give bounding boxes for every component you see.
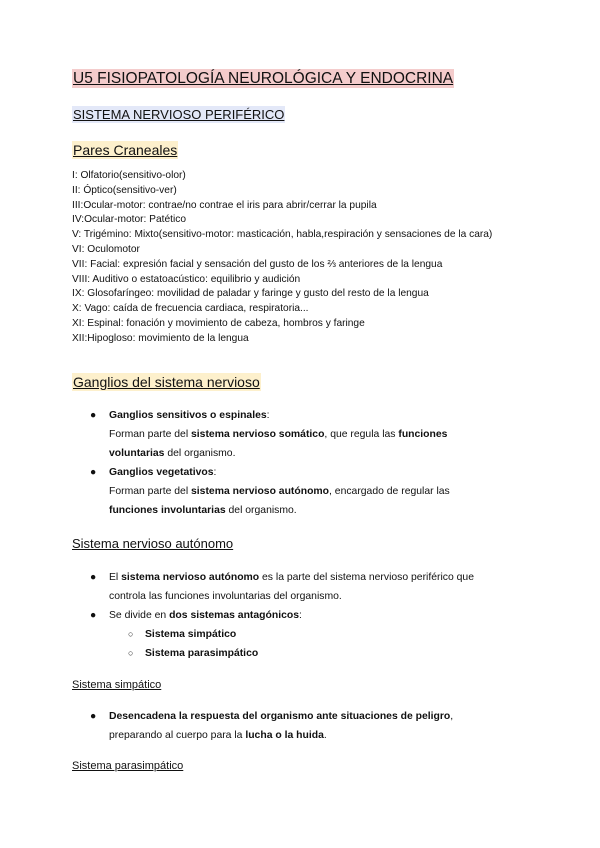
list-item: III:Ocular-motor: contrae/no contrae el iris para abrir/cerrar la pupila [72, 199, 377, 211]
page-title-text: U5 FISIOPATOLOGÍA NEUROLÓGICA Y ENDOCRINA [73, 70, 454, 87]
bold-text: dos sistemas antagónicos [169, 610, 300, 621]
list-item: XII:Hipogloso: movimiento de la lengua [72, 332, 249, 344]
punct: : [266, 410, 270, 421]
list-item: VIII: Auditivo o estatoacústico: equilibrio y audición [72, 273, 301, 285]
bold-text: Desencadena la respuesta del organismo ante situaciones de peligro [109, 711, 451, 722]
bullet-icon: ● [90, 572, 97, 583]
bold-text: funciones involuntarias [109, 505, 226, 516]
text: Se divide en [109, 610, 170, 621]
bold-text: sistema nervioso autónomo [121, 572, 260, 583]
bold-text: sistema nervioso somático [191, 429, 325, 440]
bold-text: lucha o la huida [245, 730, 324, 741]
list-item [128, 625, 237, 644]
bold-text: voluntarias [109, 448, 165, 459]
section-title-text: SISTEMA NERVIOSO PERIFÉRICO [73, 107, 285, 122]
circle-bullet-icon: ○ [128, 629, 134, 639]
text: preparando al cuerpo para la [109, 730, 246, 741]
pares-list [72, 169, 512, 347]
bold-text: Sistema simpático [145, 629, 237, 640]
text: , [450, 711, 454, 722]
text: , que regula las [324, 429, 399, 440]
text: del organismo. [164, 448, 236, 459]
list-item: V: Trigémino: Mixto(sensitivo-motor: masticación, habla,respiración y sensaciones de la cara) [72, 229, 493, 241]
bullet-icon: ● [90, 711, 97, 722]
text: . [323, 730, 327, 741]
list-item [128, 644, 259, 663]
text: , encargado de regular las [329, 486, 450, 497]
list-item: XI: Espinal: fonación y movimiento de cabeza, hombros y faringe [72, 317, 365, 329]
list-item: VII: Facial: expresión facial y sensación del gusto de los ⅔ anteriores de la lengua [72, 258, 443, 270]
bullet-icon: ● [90, 467, 97, 478]
simpatico-heading: Sistema simpático [72, 679, 162, 691]
text: del organismo. [225, 505, 297, 516]
list-item [90, 707, 454, 745]
bullet-icon: ● [90, 610, 97, 621]
list-item: IV:Ocular-motor: Patético [72, 214, 186, 226]
list-item [90, 606, 302, 625]
circle-bullet-icon: ○ [128, 648, 134, 658]
ganglios-heading-text: Ganglios del sistema nervioso [73, 374, 260, 390]
bullet-title: Ganglios vegetativos [109, 467, 214, 478]
punct: : [213, 467, 217, 478]
autonomo-heading: Sistema nervioso autónomo [72, 536, 234, 551]
section-title [72, 107, 285, 122]
text: Forman parte del [109, 486, 192, 497]
list-item: X: Vago: caída de frecuencia cardiaca, respiratoria... [72, 303, 309, 315]
list-item: IX: Glosofaríngeo: movilidad de paladar y faringe y gusto del resto de la lengua [72, 288, 429, 300]
bold-text: sistema nervioso autónomo [191, 486, 330, 497]
bullet-title: Ganglios sensitivos o espinales [109, 410, 267, 421]
parasimpatico-heading: Sistema parasimpático [72, 760, 184, 772]
list-item [90, 406, 448, 463]
pares-heading [72, 142, 178, 158]
page-title [72, 70, 454, 88]
list-item: II: Óptico(sensitivo-ver) [72, 184, 177, 196]
text: controla las funciones involuntarias del organismo. [109, 591, 342, 602]
text: Forman parte del [109, 429, 192, 440]
bold-text: Sistema parasimpático [145, 648, 259, 659]
list-item: I: Olfatorio(sensitivo-olor) [72, 170, 186, 181]
bold-text: funciones [398, 429, 448, 440]
bullet-icon: ● [90, 410, 97, 421]
pares-heading-text: Pares Craneales [73, 142, 178, 158]
text: es la parte del sistema nervioso periférico que [259, 572, 474, 583]
text: : [299, 610, 302, 621]
list-item [90, 463, 450, 520]
text: El [109, 572, 122, 583]
list-item: VI: Oculomotor [72, 243, 140, 255]
list-item [90, 568, 474, 606]
ganglios-heading [72, 374, 261, 390]
